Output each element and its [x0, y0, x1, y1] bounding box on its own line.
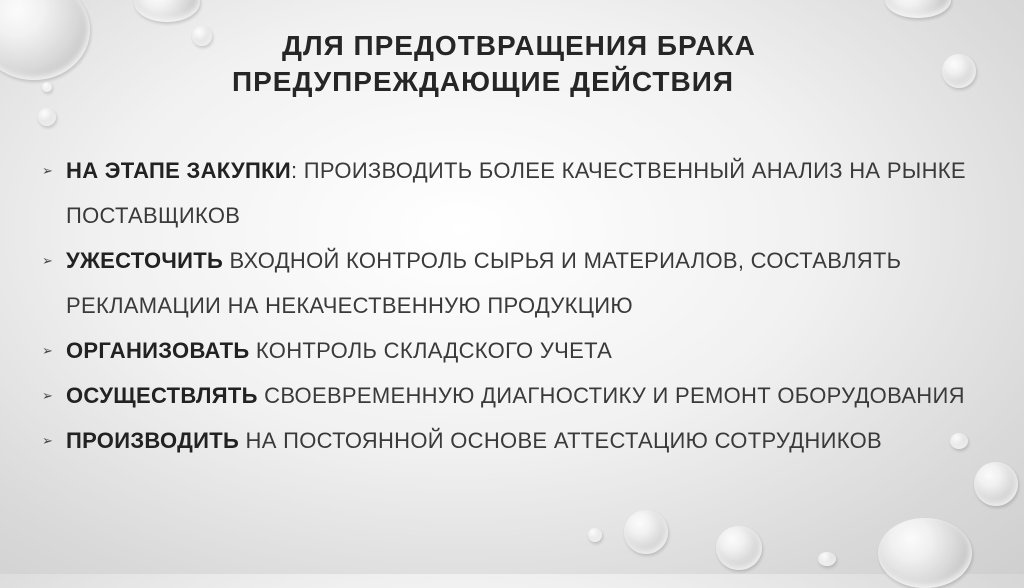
slide-title-line-1: ДЛЯ ПРЕДОТВРАЩЕНИЯ БРАКА — [282, 30, 756, 61]
water-drop-decoration — [38, 108, 56, 126]
water-drop-decoration — [42, 82, 52, 92]
water-drop-decoration — [716, 526, 762, 570]
water-drop-decoration — [192, 26, 212, 46]
water-drop-decoration — [134, 0, 200, 22]
bullet-keyword: НА ЭТАПЕ ЗАКУПКИ — [66, 158, 291, 183]
bullet-item — [42, 373, 982, 418]
arrow-bullet-icon: ➢ — [42, 343, 54, 358]
bullet-item — [42, 418, 982, 463]
bullet-keyword: УЖЕСТОЧИТЬ — [66, 248, 224, 273]
arrow-bullet-icon: ➢ — [42, 253, 54, 268]
bullet-list — [42, 148, 982, 463]
water-drop-decoration — [818, 552, 836, 566]
bullet-item — [42, 148, 982, 238]
bullet-keyword: ПРОИЗВОДИТЬ — [66, 428, 240, 453]
bullet-item — [42, 238, 982, 328]
bullet-text: СВОЕВРЕМЕННУЮ ДИАГНОСТИКУ И РЕМОНТ ОБОРУДОВАНИЯ — [257, 383, 965, 408]
bullet-keyword: ОРГАНИЗОВАТЬ — [66, 338, 250, 363]
bullet-text: КОНТРОЛЬ СКЛАДСКОГО УЧЕТА — [249, 338, 613, 363]
bullet-text: ВХОДНОЙ КОНТРОЛЬ СЫРЬЯ И МАТЕРИАЛОВ, СОСТАВЛЯТЬ РЕКЛАМАЦИИ НА НЕКАЧЕСТВЕННУЮ ПРОДУКЦИЮ — [66, 248, 902, 318]
water-drop-decoration — [624, 510, 668, 554]
arrow-bullet-icon: ➢ — [42, 388, 54, 403]
water-drop-decoration — [885, 0, 951, 18]
water-drop-decoration — [974, 462, 1018, 506]
water-drop-decoration — [0, 0, 90, 80]
bullet-keyword: ОСУЩЕСТВЛЯТЬ — [66, 383, 258, 408]
bullet-item — [42, 328, 982, 373]
bullet-text: НА ПОСТОЯННОЙ ОСНОВЕ АТТЕСТАЦИЮ СОТРУДНИКОВ — [239, 428, 882, 453]
slide-title — [232, 28, 932, 100]
slide-title-line-2: ПРЕДУПРЕЖДАЮЩИЕ ДЕЙСТВИЯ — [232, 66, 734, 97]
arrow-bullet-icon: ➢ — [42, 433, 54, 448]
arrow-bullet-icon: ➢ — [42, 163, 54, 178]
water-drop-decoration — [878, 518, 972, 588]
bullet-text: : ПРОИЗВОДИТЬ БОЛЕЕ КАЧЕСТВЕННЫЙ АНАЛИЗ НА РЫНКЕ ПОСТАВЩИКОВ — [66, 158, 966, 228]
water-drop-decoration — [588, 528, 602, 542]
water-drop-decoration — [942, 54, 976, 88]
